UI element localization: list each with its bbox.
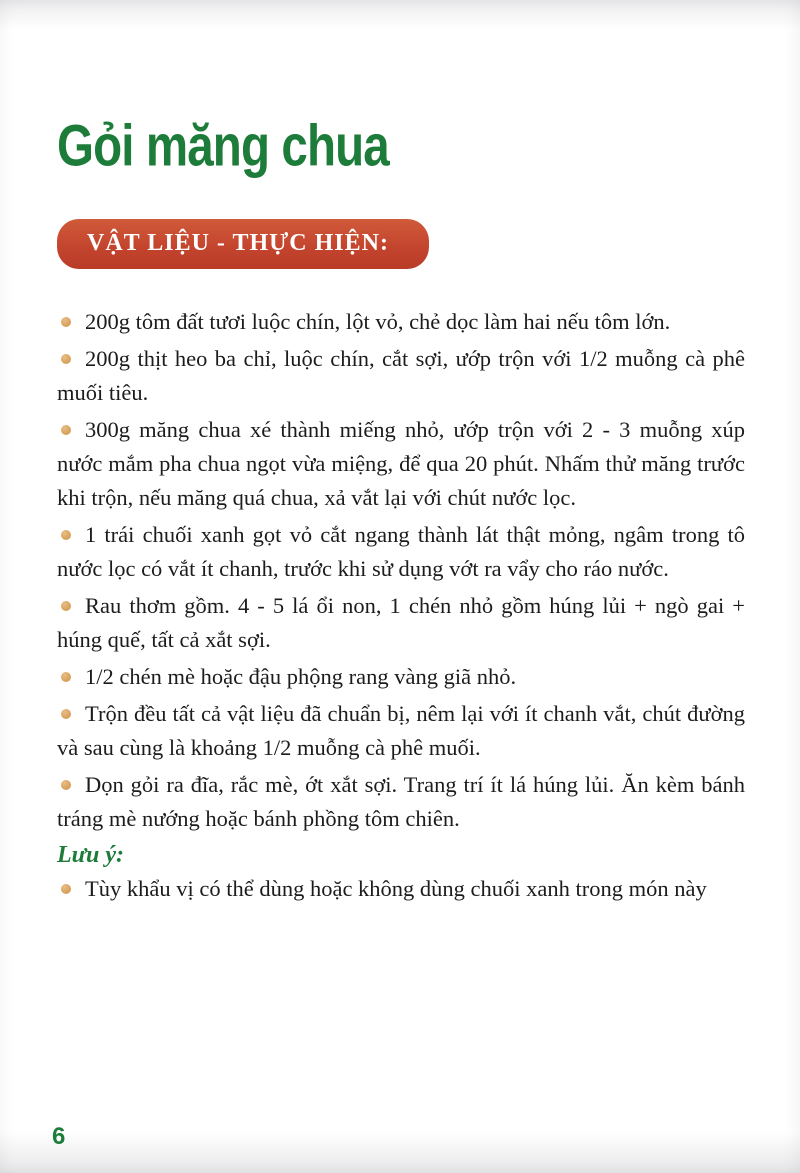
section-badge: VẬT LIỆU - THỰC HIỆN: [57, 219, 429, 269]
list-item-text: 1 trái chuối xanh gọt vỏ cắt ngang thành lát thật mỏng, ngâm trong tô nước lọc có vắt ít chanh, trước khi sử dụng vớt ra vẩy cho ráo nước. [57, 521, 745, 581]
bullet-icon [61, 530, 71, 540]
bullet-icon [61, 425, 71, 435]
list-item [57, 768, 745, 836]
list-item [57, 342, 745, 410]
badge-row [57, 175, 745, 269]
list-item [57, 518, 745, 586]
list-item-text: 300g măng chua xé thành miếng nhỏ, ướp trộn với 2 - 3 muỗng xúp nước mắm pha chua ngọt vừa miệng, để qua 20 phút. Nhấm thử măng trước khi trộn, nếu măng quá chua, xả vắt lại với chút nước lọc. [57, 416, 745, 510]
bullet-icon [61, 709, 71, 719]
bullet-icon [61, 601, 71, 611]
list-item [57, 305, 745, 339]
list-item-text: 1/2 chén mè hoặc đậu phộng rang vàng giã nhỏ. [85, 663, 517, 689]
note-heading: Lưu ý: [57, 841, 125, 868]
ingredient-instruction-list [57, 305, 745, 836]
bullet-icon [61, 884, 71, 894]
bullet-icon [61, 317, 71, 327]
list-item [57, 697, 745, 765]
list-item [57, 413, 745, 515]
bullet-icon [61, 780, 71, 790]
list-item-text: Trộn đều tất cả vật liệu đã chuẩn bị, nêm lại với ít chanh vắt, chút đường và sau cùng là khoảng 1/2 muỗng cà phê muối. [57, 700, 745, 760]
note-section [57, 842, 745, 906]
bullet-icon [61, 672, 71, 682]
list-item [57, 872, 745, 906]
list-item-text: 200g tôm đất tươi luộc chín, lột vỏ, chẻ dọc làm hai nếu tôm lớn. [85, 308, 671, 334]
list-item-text: 200g thịt heo ba chỉ, luộc chín, cắt sợi, ướp trộn với 1/2 muỗng cà phê muối tiêu. [57, 345, 745, 405]
list-item-text: Dọn gỏi ra đĩa, rắc mè, ớt xắt sợi. Trang trí ít lá húng lủi. Ăn kèm bánh tráng mè nướng hoặc bánh phồng tôm chiên. [57, 771, 745, 831]
bullet-icon [61, 354, 71, 364]
list-item-text: Rau thơm gồm. 4 - 5 lá ổi non, 1 chén nhỏ gồm húng lủi + ngò gai + húng quế, tất cả xắt sợi. [57, 592, 745, 652]
page-number: 6 [52, 1123, 66, 1150]
note-item-text: Tùy khẩu vị có thể dùng hoặc không dùng chuối xanh trong món này [85, 875, 707, 901]
recipe-title: Gỏi măng chua [57, 113, 389, 179]
list-item [57, 589, 745, 657]
list-item [57, 660, 745, 694]
